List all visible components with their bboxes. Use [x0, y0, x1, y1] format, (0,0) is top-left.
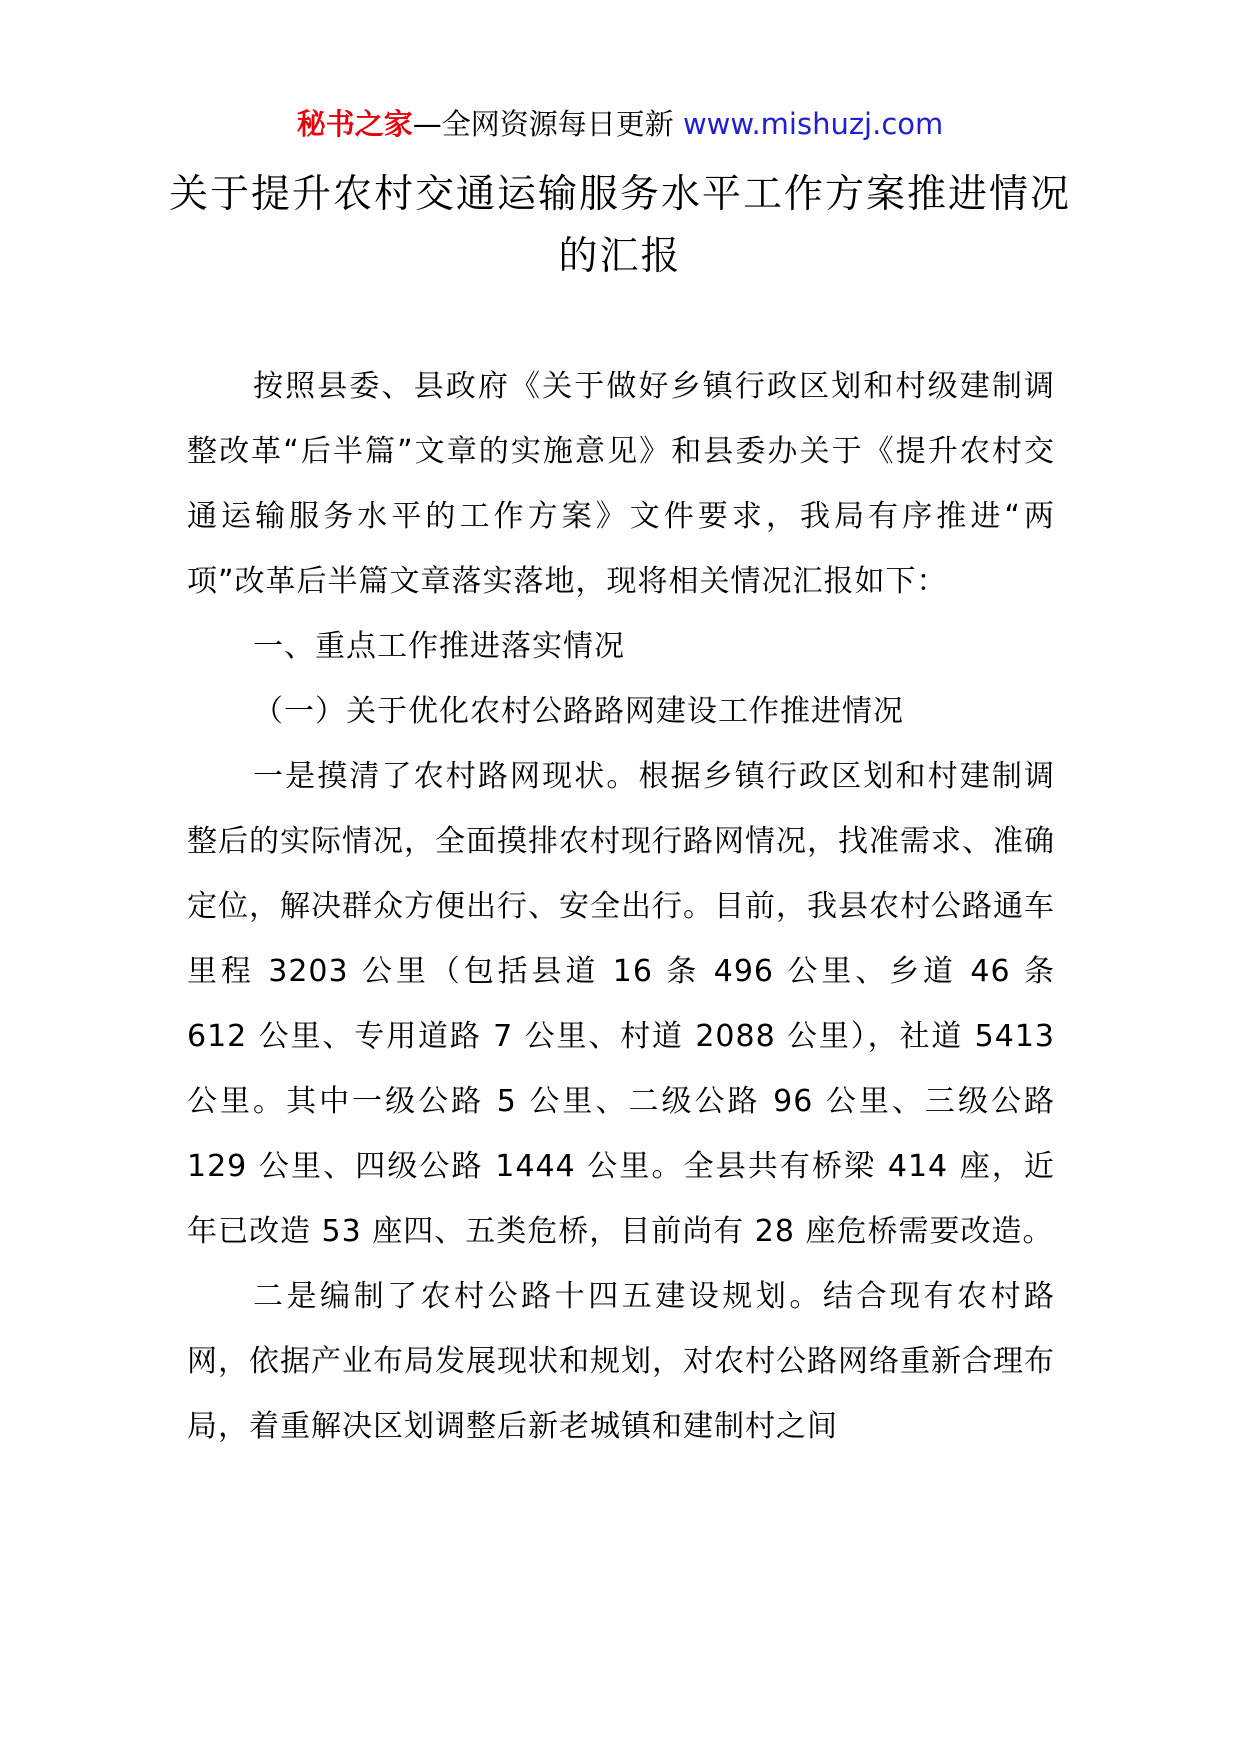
intro-paragraph: 按照县委、县政府《关于做好乡镇行政区划和村级建制调整改革“后半篇”文章的实施意见》和县委办关于《提升农村交通运输服务水平的工作方案》文件要求，我局有序推进“两项”改革后半篇文章落实落地，现将相关情况汇报如下：: [187, 369, 1055, 599]
site-header: [0, 104, 1240, 144]
site-tagline: —全网资源每日更新: [412, 107, 674, 141]
document-body: [187, 354, 1055, 1459]
document-title: 关于提升农村交通运输服务水平工作方案推进情况的汇报: [168, 172, 1071, 279]
subsection-heading: （一）关于优化农村公路路网建设工作推进情况: [253, 694, 904, 729]
site-brand: 秘书之家: [296, 107, 413, 141]
section-heading: 一、重点工作推进落实情况: [253, 629, 625, 664]
body-paragraph: 一是摸清了农村路网现状。根据乡镇行政区划和村建制调整后的实际情况，全面摸排农村现行路网情况，找准需求、准确定位，解决群众方便出行、安全出行。目前，我县农村公路通车里程 3203 公里（包括县道 16 条 496 公里、乡道 46 条 612 公里、专用道路 7 公里、村道 2088 公里），社道 5413 公里。其中一级公路 5 公里、二级公路 96 公里、三级公路 129 公里、四级公路 1444 公里。全县共有桥梁 414 座，近年已改造 53 座四、五类危桥，目前尚有 28 座危桥需要改造。: [187, 759, 1055, 1249]
body-paragraph: 二是编制了农村公路十四五建设规划。结合现有农村路网，依据产业布局发展现状和规划，对农村公路网络重新合理布局，着重解决区划调整后新老城镇和建制村之间: [187, 1279, 1055, 1444]
site-url-link[interactable]: www.mishuzj.com: [682, 107, 944, 141]
